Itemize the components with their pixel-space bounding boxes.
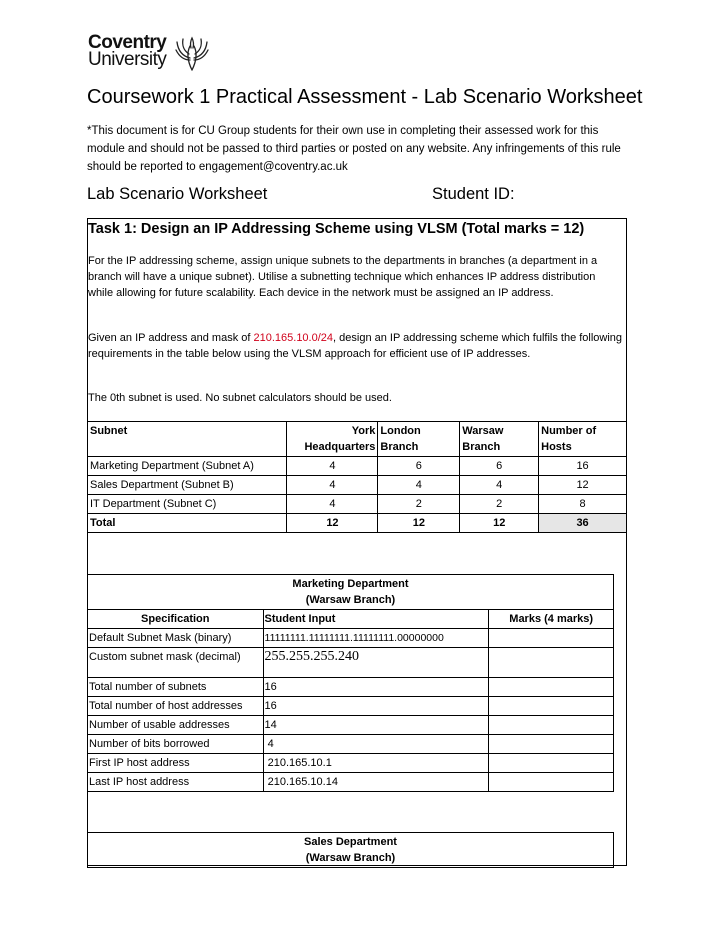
usage-notice: *This document is for CU Group students for their own use in completing their assessed work for this module and should not be passed to third parties or posted on any website. Any infringements of this rule should be reported to engagement@coventry.ac.uk — [87, 125, 621, 173]
header-cell: Marks (4 marks) — [489, 610, 614, 629]
header-cell: Warsaw Branch — [460, 422, 539, 457]
table-row — [88, 648, 614, 678]
section-title — [88, 833, 614, 868]
student-input-cell[interactable]: 16 — [263, 678, 489, 697]
table-cell: 2 — [378, 495, 460, 514]
marks-cell[interactable] — [489, 735, 614, 754]
table-row — [88, 476, 627, 495]
student-input-cell[interactable]: 210.165.10.1 — [263, 754, 489, 773]
table-cell: 12 — [460, 514, 539, 533]
spec-cell: First IP host address — [88, 754, 264, 773]
table-row — [88, 754, 614, 773]
spec-cell: Number of usable addresses — [88, 716, 264, 735]
marketing-department-table — [87, 574, 614, 792]
requirements-table — [87, 421, 627, 533]
document-title: Coursework 1 Practical Assessment - Lab Scenario Worksheet — [87, 86, 643, 108]
table-row — [88, 735, 614, 754]
spec-cell: Total number of subnets — [88, 678, 264, 697]
spec-cell: Total number of host addresses — [88, 697, 264, 716]
table-cell: 6 — [460, 457, 539, 476]
student-input-cell[interactable]: 4 — [263, 735, 489, 754]
table-cell: 4 — [378, 476, 460, 495]
student-input-cell[interactable]: 16 — [263, 697, 489, 716]
section-title-line-2: (Warsaw Branch) — [305, 594, 396, 606]
logo-line-1: Coventry — [88, 32, 167, 53]
table-row — [88, 716, 614, 735]
table-cell: 6 — [378, 457, 460, 476]
student-id-label: Student ID: — [432, 185, 515, 203]
worksheet-title: Lab Scenario Worksheet — [87, 185, 268, 203]
spec-cell: Last IP host address — [88, 773, 264, 792]
header-cell: Subnet — [88, 422, 287, 457]
marks-cell[interactable] — [489, 697, 614, 716]
table-cell: 4 — [460, 476, 539, 495]
student-input-cell[interactable]: 210.165.10.14 — [263, 773, 489, 792]
table-cell: 36 — [539, 514, 627, 533]
table-header-row — [88, 422, 627, 457]
header-cell: Student Input — [263, 610, 489, 629]
student-input-cell[interactable]: 255.255.255.240 — [263, 648, 489, 678]
table-cell: 12 — [287, 514, 378, 533]
table-cell: Total — [88, 514, 287, 533]
marks-cell[interactable] — [489, 678, 614, 697]
table-cell: 4 — [287, 495, 378, 514]
marks-cell[interactable] — [489, 629, 614, 648]
table-cell: 12 — [378, 514, 460, 533]
given-ip-address: 210.165.10.0/24 — [253, 332, 334, 344]
phoenix-icon — [174, 36, 210, 72]
table-cell: 4 — [287, 457, 378, 476]
marks-cell[interactable] — [489, 754, 614, 773]
para2-after: , design an IP addressing scheme which fulfils the following requirements in the table below using the VLSM approach for efficient use of IP addresses. — [88, 332, 623, 360]
table-cell: Marketing Department (Subnet A) — [88, 457, 287, 476]
section-title-line-2: (Warsaw Branch) — [305, 852, 396, 864]
header-cell: Number of Hosts — [539, 422, 627, 457]
table-cell: Sales Department (Subnet B) — [88, 476, 287, 495]
sales-department-table — [87, 832, 614, 868]
table-cell: 16 — [539, 457, 627, 476]
section-title-line-1: Marketing Department — [292, 578, 409, 590]
table-row — [88, 457, 627, 476]
logo-line-2: University — [88, 49, 167, 70]
table-row — [88, 678, 614, 697]
column-header-row — [88, 610, 614, 629]
task1-paragraph-1: For the IP addressing scheme, assign unique subnets to the departments in branches (a department in a branch will have a unique subnet). Utilise a subnetting technique which enhances IP address distribution while allowing for future scalability. Each device in the network must be assigned an IP address. — [88, 255, 598, 299]
section-header-row — [88, 575, 614, 610]
header-cell: London Branch — [378, 422, 460, 457]
header-cell: York Headquarters — [287, 422, 378, 457]
student-input-cell[interactable]: 14 — [263, 716, 489, 735]
task1-paragraph-3: The 0th subnet is used. No subnet calculators should be used. — [88, 392, 392, 404]
marks-cell[interactable] — [489, 773, 614, 792]
para2-before: Given an IP address and mask of — [88, 332, 254, 344]
task1-paragraph-2 — [88, 330, 623, 362]
task1-title: Task 1: Design an IP Addressing Scheme using VLSM (Total marks = 12) — [88, 221, 585, 237]
section-title — [88, 575, 614, 610]
section-title-line-1: Sales Department — [304, 836, 397, 848]
spec-cell: Custom subnet mask (decimal) — [88, 648, 264, 678]
marks-cell[interactable] — [489, 716, 614, 735]
table-total-row — [88, 514, 627, 533]
table-cell: 12 — [539, 476, 627, 495]
spec-cell: Default Subnet Mask (binary) — [88, 629, 264, 648]
table-cell: 4 — [287, 476, 378, 495]
header-cell: Specification — [88, 610, 264, 629]
marks-cell[interactable] — [489, 648, 614, 678]
table-row — [88, 773, 614, 792]
table-row — [88, 629, 614, 648]
table-cell: 8 — [539, 495, 627, 514]
coventry-university-logo — [88, 34, 218, 76]
section-header-row — [88, 833, 614, 868]
table-cell: IT Department (Subnet C) — [88, 495, 287, 514]
student-input-cell[interactable]: 11111111.11111111.11111111.00000000 — [263, 629, 489, 648]
table-row — [88, 697, 614, 716]
spec-cell: Number of bits borrowed — [88, 735, 264, 754]
table-row — [88, 495, 627, 514]
table-cell: 2 — [460, 495, 539, 514]
